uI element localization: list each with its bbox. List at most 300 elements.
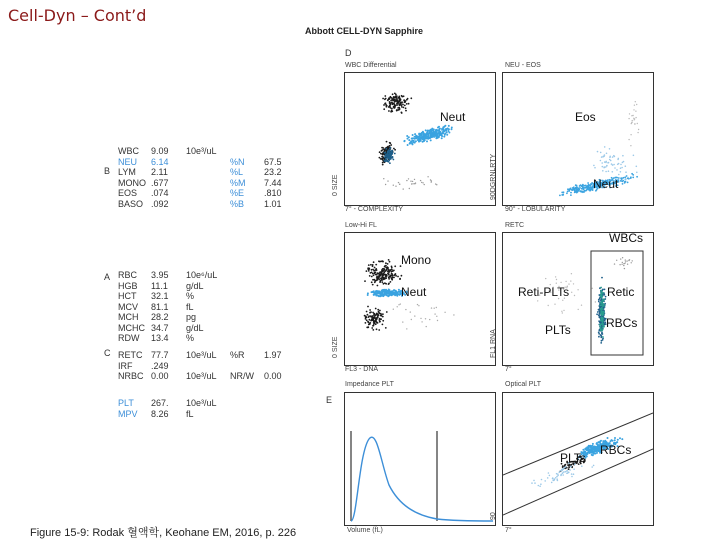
figure-caption: Figure 15-9: Rodak 혈액학, Keohane EM, 2016, p. 226 [30, 527, 297, 539]
scatter-dot [367, 267, 369, 269]
scatter-dot [379, 151, 381, 153]
scatter-dot [635, 111, 636, 112]
scatter-dot [398, 289, 400, 291]
scatter-dot [436, 316, 437, 317]
result-value: 32.1 [151, 291, 169, 301]
scatter-dot [594, 167, 596, 169]
scatter-dot [444, 312, 445, 313]
axis-y-neu: 90DGRNLRTY [490, 153, 497, 200]
scatter-dot [627, 177, 629, 179]
scatter-dot [369, 309, 371, 311]
result-unit: % [186, 291, 195, 301]
scatter-dot [630, 145, 631, 146]
scatter-dot [431, 307, 432, 308]
scatter-dot [393, 277, 395, 279]
scatter-dot [388, 283, 390, 285]
scatter-dot [592, 288, 593, 289]
scatter-dot [619, 264, 620, 265]
scatter-dot [412, 134, 414, 136]
scatter-dot [386, 293, 388, 295]
scatter-dot [617, 439, 619, 441]
scatter-dot [622, 183, 624, 185]
scatter-dot [606, 153, 608, 155]
scatter-dot [377, 322, 379, 324]
scatter-dot [444, 134, 446, 136]
scatter-dot [391, 278, 393, 280]
scatter-dot [548, 305, 549, 306]
scatter-dot [390, 281, 392, 283]
scatter-dot [408, 178, 409, 179]
plot-wbc-differential [344, 72, 496, 206]
label-neut-neu: Neut [593, 177, 619, 191]
scatter-dot [625, 259, 626, 260]
scatter-dot [578, 189, 580, 191]
scatter-dot [383, 289, 385, 291]
scatter-dot [368, 315, 370, 317]
scatter-dot [572, 189, 574, 191]
scatter-dot [446, 134, 448, 136]
scatter-dot [372, 329, 374, 331]
scatter-dot [383, 274, 385, 276]
scatter-dot [622, 155, 624, 157]
scatter-dot [421, 182, 422, 183]
label-rbcs-optical: RBCs [600, 443, 632, 457]
scatter-dot [560, 470, 562, 472]
scatter-dot [410, 181, 411, 182]
scatter-dot [387, 180, 388, 181]
scatter-dot [379, 157, 381, 159]
result-unit: fL [186, 301, 194, 312]
scatter-dot [561, 469, 563, 471]
scatter-dot [420, 133, 422, 135]
scatter-dot [621, 167, 623, 169]
scatter-dot [603, 313, 605, 315]
scatter-dot [589, 190, 591, 192]
scatter-dot [385, 277, 387, 279]
scatter-dot [587, 182, 589, 184]
scatter-dot [392, 156, 394, 158]
scatter-dot [562, 194, 564, 196]
result-unit: fL [186, 408, 194, 419]
scatter-dot [580, 190, 582, 192]
scatter-dot [438, 136, 440, 138]
scatter-dot [384, 294, 386, 296]
scatter-dot [378, 329, 380, 331]
scatter-dot [391, 273, 393, 275]
scatter-dot [631, 122, 632, 123]
scatter-dot [410, 97, 412, 99]
scatter-dot [407, 98, 409, 100]
plot-title-neu-eos: NEU - EOS [505, 62, 541, 69]
scatter-dot [436, 307, 437, 308]
scatter-dot [410, 311, 411, 312]
scatter-dot [602, 339, 604, 341]
scatter-dot [424, 184, 425, 185]
scatter-dot [373, 315, 375, 317]
scatter-dot [624, 176, 626, 178]
scatter-dot [579, 185, 581, 187]
scatter-dot [412, 141, 414, 143]
scatter-dot [367, 292, 369, 294]
scatter-dot [593, 465, 595, 467]
scatter-dot [368, 270, 370, 272]
scatter-dot [556, 473, 558, 475]
scatter-dot [389, 105, 391, 107]
scatter-dot [385, 98, 387, 100]
scatter-dot [369, 319, 371, 321]
scatter-dot [397, 276, 399, 278]
scatter-dot [607, 437, 609, 439]
scatter-dot [388, 274, 390, 276]
scatter-dot [407, 138, 409, 140]
scatter-dot [625, 179, 627, 181]
scatter-dot [384, 103, 386, 105]
scatter-dot [634, 105, 635, 106]
scatter-dot [586, 455, 588, 457]
results-table-b [118, 146, 308, 216]
scatter-dot [616, 260, 617, 261]
label-reti-plts: Reti-PLTs [518, 285, 570, 299]
scatter-dot [629, 259, 630, 260]
scatter-dot [599, 325, 601, 327]
scatter-dot [565, 281, 566, 282]
scatter-dot [587, 447, 589, 449]
result-value: 81.1 [151, 301, 169, 312]
scatter-dot [378, 311, 380, 313]
scatter-dot [636, 166, 638, 168]
scatter-dot [602, 319, 604, 321]
scatter-dot [392, 291, 394, 293]
scatter-dot [394, 105, 396, 107]
scatter-dot [392, 93, 394, 95]
scatter-dot [599, 323, 601, 325]
scatter-dot [393, 99, 395, 101]
scatter-dot [389, 101, 391, 103]
scatter-dot [631, 262, 632, 263]
scatter-dot [620, 258, 621, 259]
scatter-dot [563, 469, 565, 471]
scatter-dot [391, 294, 393, 296]
scatter-dot [446, 132, 448, 134]
scatter-dot [601, 302, 603, 304]
scatter-dot [628, 139, 629, 140]
scatter-dot [388, 110, 390, 112]
scatter-dot [612, 156, 614, 158]
scatter-dot [598, 336, 600, 338]
scatter-dot [569, 188, 571, 190]
scatter-dot [386, 141, 388, 143]
scatter-dot [390, 147, 392, 149]
scatter-dot [555, 477, 557, 479]
scatter-dot [409, 188, 410, 189]
scatter-dot [549, 475, 551, 477]
result-pct-name: %M [230, 177, 246, 188]
scatter-dot [551, 482, 553, 484]
scatter-dot [389, 145, 391, 147]
axis-y-low: 0 SIZE [332, 336, 339, 358]
scatter-dot [598, 331, 600, 333]
scatter-dot [420, 318, 421, 319]
scatter-dot [388, 149, 390, 151]
scatter-dot [561, 311, 562, 312]
scatter-dot [601, 332, 603, 334]
scatter-dot [364, 280, 366, 282]
scatter-dot [566, 470, 568, 472]
scatter-dot [382, 268, 384, 270]
scatter-dot [629, 113, 630, 114]
scatter-dot [628, 118, 629, 119]
scatter-dot [371, 327, 373, 329]
scatter-dot [418, 305, 419, 306]
scatter-dot [602, 166, 604, 168]
scatter-dot [622, 181, 624, 183]
scatter-dot [370, 311, 372, 313]
axis-y-optical: 90 [490, 512, 497, 520]
scatter-dot [388, 289, 390, 291]
scatter-dot [395, 275, 397, 277]
scatter-dot [401, 95, 403, 97]
scatter-dot [451, 128, 453, 130]
result-pct-name: %E [230, 188, 245, 198]
scatter-dot [394, 265, 396, 267]
scatter-dot [596, 443, 598, 445]
scatter-dot [418, 138, 420, 140]
scatter-dot [411, 183, 412, 184]
scatter-dot [610, 160, 612, 162]
plot-wbc-differential-dots [345, 73, 495, 205]
scatter-dot [431, 181, 432, 182]
scatter-dot [547, 477, 549, 479]
scatter-dot [573, 283, 574, 284]
scatter-dot [391, 102, 393, 104]
scatter-dot [381, 290, 383, 292]
scatter-dot [633, 109, 634, 110]
scatter-dot [569, 469, 571, 471]
label-plts-retc: PLTs [545, 323, 571, 337]
result-extra-value: 1.97 [264, 350, 282, 360]
scatter-dot [538, 485, 540, 487]
scatter-dot [627, 182, 629, 184]
result-value: 13.4 [151, 333, 169, 343]
scatter-dot [378, 295, 380, 297]
scatter-dot [576, 190, 578, 192]
result-value: 77.7 [151, 350, 169, 360]
scatter-dot [624, 182, 626, 184]
plot-neu-eos [502, 72, 654, 206]
scatter-dot [391, 269, 393, 271]
scatter-dot [396, 97, 398, 99]
scatter-dot [398, 182, 399, 183]
scatter-dot [571, 473, 573, 475]
scatter-dot [606, 165, 608, 167]
scatter-dot [630, 176, 632, 178]
scatter-dot [574, 190, 576, 192]
scatter-dot [600, 160, 602, 162]
scatter-dot [394, 149, 396, 151]
scatter-dot [607, 162, 609, 164]
scatter-dot [434, 131, 436, 133]
scatter-dot [603, 167, 605, 169]
scatter-dot [602, 336, 604, 338]
scatter-dot [555, 276, 556, 277]
scatter-dot [609, 148, 611, 150]
scatter-dot [595, 453, 597, 455]
scatter-dot [429, 319, 430, 320]
scatter-dot [614, 439, 616, 441]
result-name: RDW [118, 333, 140, 343]
scatter-dot [603, 305, 605, 307]
scatter-dot [601, 156, 603, 158]
scatter-dot [372, 279, 374, 281]
scatter-dot [382, 159, 384, 161]
scatter-dot [390, 100, 392, 102]
scatter-dot [620, 180, 622, 182]
scatter-dot [436, 129, 438, 131]
scatter-dot [382, 295, 384, 297]
impedance-histogram-curve [351, 437, 493, 521]
scatter-dot [638, 129, 639, 130]
scatter-dot [601, 317, 603, 319]
scatter-dot [373, 294, 375, 296]
scatter-dot [419, 140, 421, 142]
scatter-dot [365, 318, 367, 320]
scatter-dot [398, 304, 399, 305]
plot-title-retc: RETC [505, 222, 525, 229]
scatter-dot [404, 101, 406, 103]
scatter-dot [591, 466, 593, 468]
scatter-dot [444, 125, 446, 127]
scatter-dot [429, 131, 431, 133]
scatter-dot [385, 262, 387, 264]
scatter-dot [384, 95, 386, 97]
scatter-dot [411, 319, 412, 320]
scatter-dot [399, 184, 400, 185]
scatter-dot [372, 269, 374, 271]
scatter-dot [388, 270, 390, 272]
result-name: MCV [118, 301, 138, 312]
result-value: 267. [151, 398, 169, 408]
scatter-dot [385, 156, 387, 158]
scatter-dot [391, 108, 393, 110]
scatter-dot [567, 191, 569, 193]
scatter-dot [387, 146, 389, 148]
scatter-dot [562, 312, 563, 313]
scatter-dot [636, 172, 638, 174]
scatter-dot [593, 165, 595, 167]
result-name: HCT [118, 291, 137, 301]
scatter-dot [598, 301, 600, 303]
scatter-dot [425, 129, 427, 131]
result-pct-value: 1.01 [264, 198, 282, 209]
scatter-dot [604, 146, 606, 148]
scatter-dot [600, 335, 602, 337]
scatter-dot [370, 272, 372, 274]
scatter-dot [420, 180, 421, 181]
scatter-dot [379, 310, 381, 312]
scatter-dot [403, 95, 405, 97]
scatter-dot [632, 120, 633, 121]
result-unit: pg [186, 312, 197, 322]
scatter-dot [600, 287, 602, 289]
result-name: RETC [118, 350, 143, 360]
scatter-dot [623, 161, 625, 163]
scatter-dot [573, 468, 575, 470]
scatter-dot [556, 283, 557, 284]
scatter-dot [625, 261, 626, 262]
scatter-dot [605, 171, 607, 173]
scatter-dot [603, 326, 605, 328]
scatter-dot [375, 308, 377, 310]
scatter-dot [393, 159, 395, 161]
scatter-dot [376, 269, 378, 271]
scatter-dot [562, 474, 564, 476]
label-mono: Mono [401, 253, 432, 267]
scatter-dot [448, 132, 450, 134]
scatter-dot [597, 151, 599, 153]
scatter-dot [424, 139, 426, 141]
scatter-dot [426, 326, 427, 327]
scatter-dot [399, 278, 401, 280]
scatter-dot [405, 107, 407, 109]
scatter-dot [439, 131, 441, 133]
scatter-dot [577, 289, 578, 290]
scatter-dot [430, 179, 431, 180]
scatter-dot [612, 164, 614, 166]
result-name: NEU [118, 156, 138, 167]
scatter-dot [381, 273, 383, 275]
scatter-dot [387, 154, 389, 156]
scatter-dot [567, 189, 569, 191]
scatter-dot [383, 178, 384, 179]
axis-y-retc: FL1 RNA [490, 329, 497, 358]
scatter-dot [556, 478, 558, 480]
result-value: 9.09 [151, 146, 169, 156]
scatter-dot [604, 289, 606, 291]
scatter-dot [571, 292, 572, 293]
scatter-dot [412, 137, 414, 139]
scatter-dot [389, 158, 391, 160]
scatter-dot [382, 162, 384, 164]
scatter-dot [372, 291, 374, 293]
scatter-dot [581, 188, 583, 190]
plot-impedance-plt [344, 392, 496, 526]
result-unit: % [186, 333, 195, 343]
scatter-dot [366, 319, 368, 321]
result-name: LYM [118, 167, 136, 177]
scatter-dot [372, 284, 374, 286]
scatter-dot [387, 295, 389, 297]
scatter-dot [574, 188, 576, 190]
scatter-dot [435, 183, 436, 184]
scatter-dot [447, 128, 449, 130]
result-extra-name: %R [230, 350, 245, 360]
scatter-dot [631, 173, 633, 175]
scatter-dot [421, 321, 422, 322]
scatter-dot [391, 266, 393, 268]
label-neut-low: Neut [401, 285, 427, 299]
scatter-dot [621, 438, 623, 440]
scatter-dot [395, 94, 397, 96]
scatter-dot [388, 259, 390, 261]
scatter-dot [382, 149, 384, 151]
scatter-dot [568, 472, 570, 474]
result-name: MONO [118, 177, 146, 188]
result-pct-name: %L [230, 167, 244, 177]
label-neut-wbc: Neut [440, 110, 466, 124]
scatter-dot [585, 185, 587, 187]
scatter-dot [591, 451, 593, 453]
scatter-dot [427, 176, 428, 177]
